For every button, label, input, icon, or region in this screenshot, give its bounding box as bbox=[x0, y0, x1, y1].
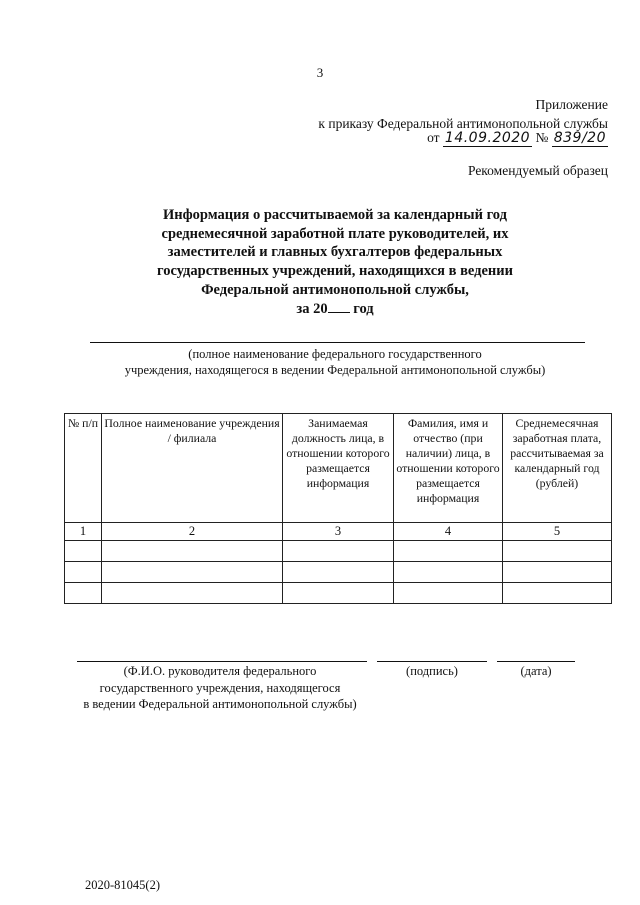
table-cell bbox=[102, 562, 283, 583]
signature-line bbox=[377, 661, 487, 662]
table-row bbox=[65, 562, 612, 583]
appendix-label: Приложение bbox=[535, 97, 608, 112]
salary-info-table bbox=[64, 413, 612, 604]
table-cell bbox=[102, 541, 283, 562]
document-registration-code: 2020-81045(2) bbox=[85, 878, 160, 892]
table-cell bbox=[503, 541, 612, 562]
title-line: государственных учреждений, находящихся в ведении bbox=[157, 263, 513, 280]
caption-line: государственного учреждения, находящегося bbox=[99, 680, 341, 695]
title-line: заместителей и главных бухгалтеров федеральных bbox=[167, 244, 503, 261]
table-cell bbox=[503, 583, 612, 604]
table-cell bbox=[102, 583, 283, 604]
date-caption: (дата) bbox=[520, 664, 552, 678]
header-position: Занимаемая должность лица, в отношении которого размещается информация bbox=[283, 414, 394, 523]
caption-line: (Ф.И.О. руководителя федерального bbox=[123, 664, 317, 678]
title-line: Федеральной антимонопольной службы, bbox=[201, 281, 469, 298]
year-suffix: год bbox=[353, 300, 374, 317]
table-cell bbox=[283, 541, 394, 562]
head-name-caption bbox=[60, 663, 380, 713]
table-cell bbox=[394, 562, 503, 583]
institution-caption bbox=[60, 346, 610, 378]
column-number: 1 bbox=[65, 523, 102, 541]
table-column-number-row bbox=[65, 523, 612, 541]
number-label: № bbox=[535, 130, 549, 145]
caption-line: (полное наименование федерального государственного bbox=[188, 347, 482, 361]
header-average-salary: Среднемесячная заработная плата, рассчитываемая за календарный год (рублей) bbox=[503, 414, 612, 523]
table-header-row bbox=[65, 414, 612, 523]
column-number: 4 bbox=[394, 523, 503, 541]
column-number: 2 bbox=[102, 523, 283, 541]
appendix-order-reference: к приказу Федеральной антимонопольной службы bbox=[318, 116, 608, 131]
year-blank bbox=[328, 301, 350, 313]
table-cell bbox=[65, 562, 102, 583]
column-number: 3 bbox=[283, 523, 394, 541]
order-date-number bbox=[427, 130, 608, 146]
table-row bbox=[65, 583, 612, 604]
title-line: Информация о рассчитываемой за календарный год bbox=[163, 207, 507, 223]
header-full-name: Фамилия, имя и отчество (при наличии) лица, в отношении которого размещается информация bbox=[394, 414, 503, 523]
caption-line: в ведении Федеральной антимонопольной службы) bbox=[83, 697, 357, 711]
order-date-handwritten: 14.09.2020 bbox=[444, 130, 531, 146]
from-label: от bbox=[427, 130, 440, 145]
title-line: среднемесячной заработной плате руководителей, их bbox=[161, 225, 509, 242]
table-row bbox=[65, 541, 612, 562]
table-cell bbox=[283, 583, 394, 604]
header-row-number: № п/п bbox=[65, 414, 102, 523]
table-cell bbox=[283, 562, 394, 583]
order-number-handwritten: 839/20 bbox=[553, 130, 606, 146]
table-cell bbox=[65, 541, 102, 562]
year-prefix: за 20 bbox=[296, 300, 328, 317]
header-institution-name: Полное наименование учреждения / филиала bbox=[102, 414, 283, 523]
date-line bbox=[497, 661, 575, 662]
page-number: 3 bbox=[316, 65, 324, 80]
column-number: 5 bbox=[503, 523, 612, 541]
head-name-line bbox=[77, 661, 367, 662]
table-cell bbox=[65, 583, 102, 604]
document-title bbox=[110, 206, 560, 318]
caption-line: учреждения, находящегося в ведении Федеральной антимонопольной службы) bbox=[124, 363, 546, 377]
table-cell bbox=[394, 583, 503, 604]
table-cell bbox=[503, 562, 612, 583]
institution-name-line bbox=[90, 342, 585, 343]
recommended-sample-label: Рекомендуемый образец bbox=[467, 163, 608, 178]
table-cell bbox=[394, 541, 503, 562]
title-year-line bbox=[110, 300, 560, 319]
signature-caption: (подпись) bbox=[406, 664, 458, 678]
